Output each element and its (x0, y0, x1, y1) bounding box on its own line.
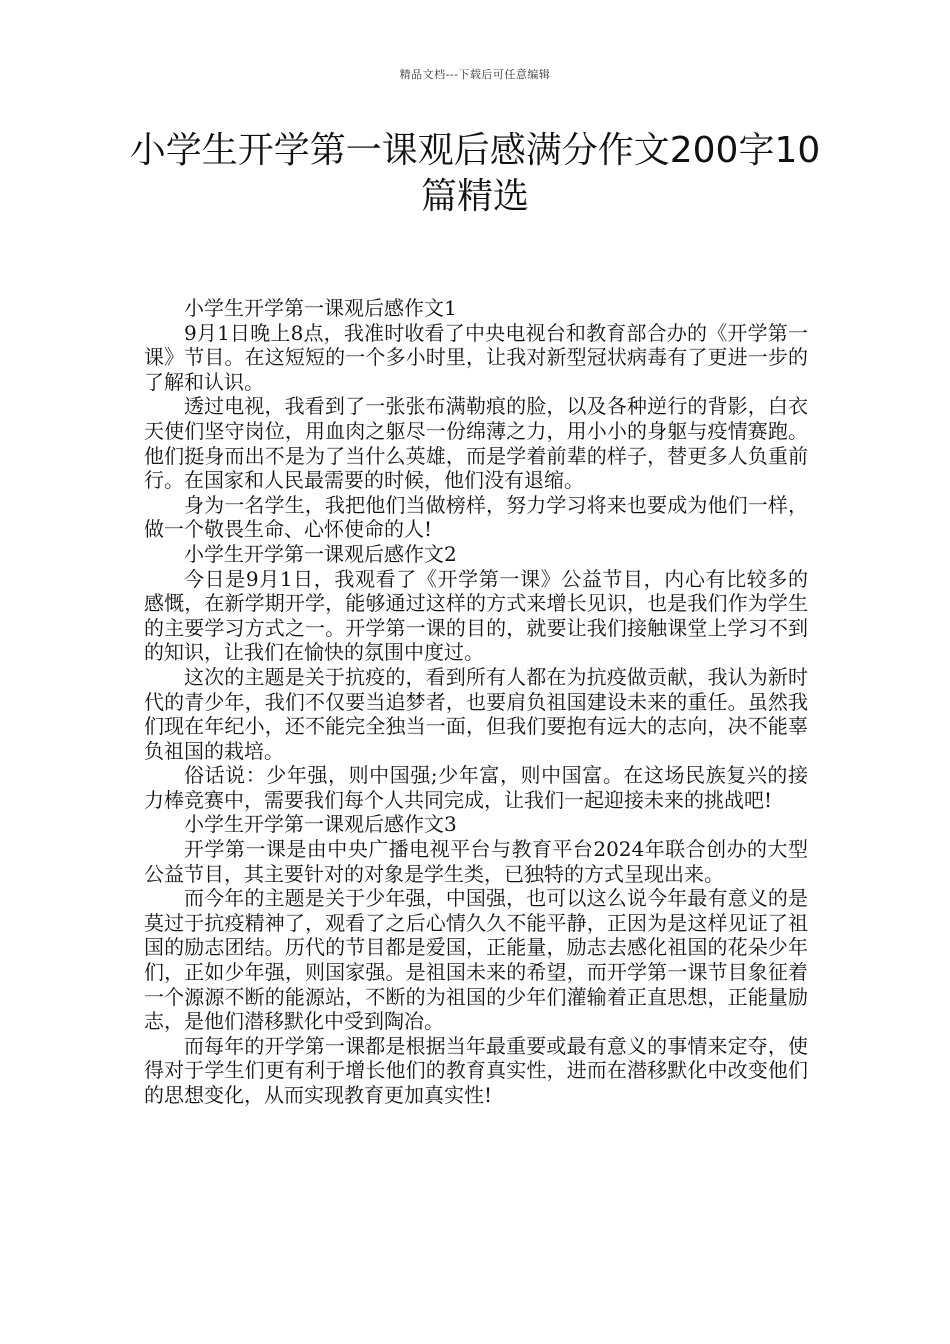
document-body (144, 296, 808, 1108)
section-heading-2: 小学生开学第一课观后感作文2 (184, 541, 457, 566)
document-title: 小学生开学第一课观后感满分作文200字10篇精选 (129, 130, 821, 217)
paragraph: 俗话说：少年强，则中国强;少年富，则中国富。在这场民族复兴的接力棒竞赛中，需要我们每个人共同完成，让我们一起迎接未来的挑战吧! (144, 763, 808, 812)
paragraph: 身为一名学生，我把他们当做榜样，努力学习将来也要成为他们一样，做一个敬畏生命、心怀使命的人! (144, 492, 808, 542)
paragraph: 今日是9月1日，我观看了《开学第一课》公益节目，内心有比较多的感慨，在新学期开学，能够通过这样的方式来增长见识，也是我们作为学生的主要学习方式之一。开学第一课的目的，就要让我们接触课堂上学习不到的知识，让我们在愉快的氛围中度过。 (144, 566, 808, 665)
section-heading-3: 小学生开学第一课观后感作文3 (184, 812, 457, 837)
paragraph: 9月1日晚上8点，我准时收看了中央电视台和教育部合办的《开学第一课》节目。在这短短的一个多小时里，让我对新型冠状病毒有了更进一步的了解和认识。 (144, 320, 808, 394)
paragraph: 开学第一课是由中央广播电视平台与教育平台2024年联合创办的大型公益节目，其主要针对的对象是学生类，已独特的方式呈现出来。 (144, 837, 808, 886)
paragraph: 透过电视，我看到了一张张布满勒痕的脸，以及各种逆行的背影，白衣天使们坚守岗位，用血肉之躯尽一份绵薄之力，用小小的身躯与疫情赛跑。他们挺身而出不是为了当什么英雄，而是学着前辈的样子，替更多人负重前行。在国家和人民最需要的时候，他们没有退缩。 (144, 394, 808, 493)
header-note: 精品文档---下载后可任意编辑 (399, 68, 551, 81)
paragraph: 而每年的开学第一课都是根据当年最重要或最有意义的事情来定夺，使得对于学生们更有利于增长他们的教育真实性，进而在潜移默化中改变他们的思想变化，从而实现教育更加真实性! (144, 1033, 808, 1107)
section-heading-1: 小学生开学第一课观后感作文1 (184, 296, 457, 320)
paragraph: 这次的主题是关于抗疫的，看到所有人都在为抗疫做贡献，我认为新时代的青少年，我们不仅要当追梦者，也要肩负祖国建设未来的重任。虽然我们现在年纪小，还不能完全独当一面，但我们要抱有远大的志向，决不能辜负祖国的栽培。 (144, 664, 808, 763)
paragraph: 而今年的主题是关于少年强，中国强，也可以这么说今年最有意义的是莫过于抗疫精神了，观看了之后心情久久不能平静，正因为是这样见证了祖国的励志团结。历代的节目都是爱国，正能量，励志去感化祖国的花朵少年们，正如少年强，则国家强。是祖国未来的希望，而开学第一课节目象征着一个源源不断的能源站，不断的为祖国的少年们灌输着正直思想，正能量励志，是他们潜移默化中受到陶冶。 (144, 886, 808, 1034)
